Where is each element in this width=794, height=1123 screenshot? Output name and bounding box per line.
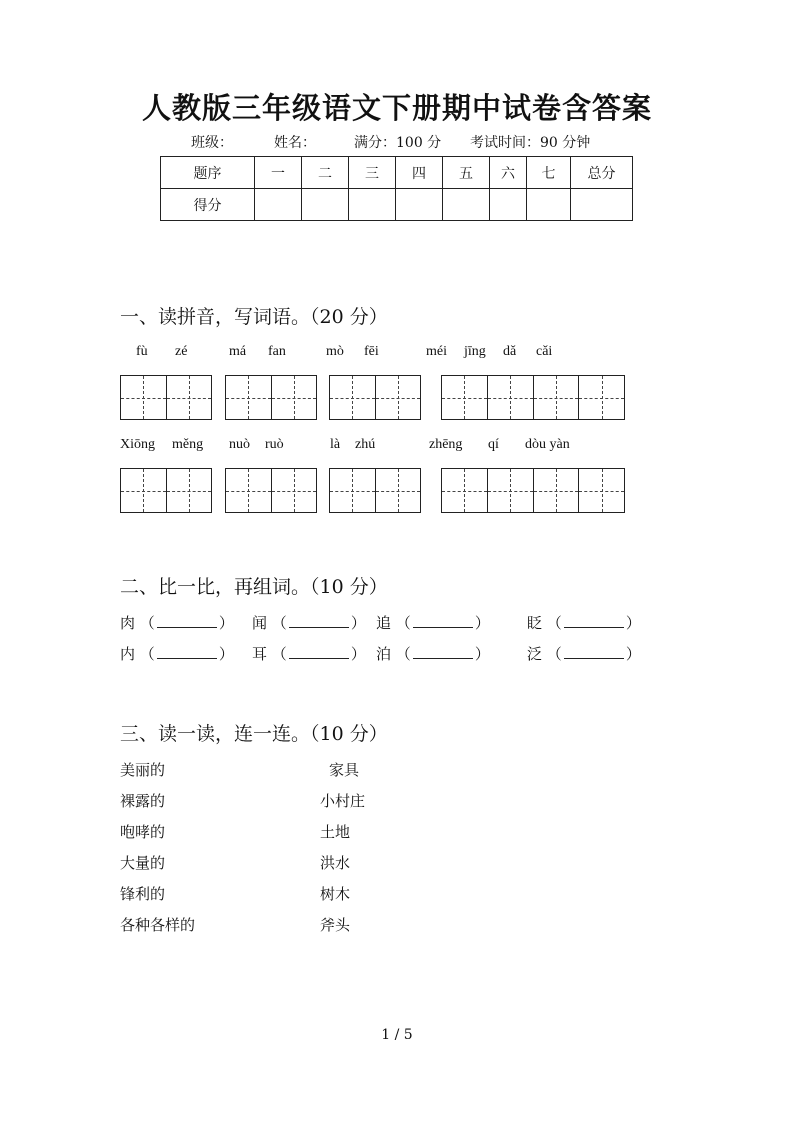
close-paren: ） xyxy=(350,614,366,632)
header-cell: 七 xyxy=(527,157,571,189)
open-paren: （ xyxy=(271,645,287,663)
header-cell: 题序 xyxy=(161,157,255,189)
pinyin: méi xyxy=(426,344,447,359)
writing-grid[interactable] xyxy=(441,468,625,513)
open-paren: （ xyxy=(139,614,155,632)
class-field: 班级： xyxy=(191,135,233,151)
page-title: 人教版三年级语文下册期中试卷含答案 xyxy=(141,91,652,125)
match-right-item[interactable]: 斧头 xyxy=(320,916,351,934)
score-cell[interactable] xyxy=(443,189,490,221)
close-paren: ） xyxy=(625,614,641,632)
pinyin: fēi xyxy=(364,344,379,359)
pinyin: fan xyxy=(268,344,286,359)
compare-char: 泊 xyxy=(376,645,392,663)
pinyin: zhú xyxy=(355,437,376,452)
pinyin: qí xyxy=(488,437,499,452)
match-right-item[interactable]: 家具 xyxy=(329,761,360,779)
header-cell: 总分 xyxy=(571,157,633,189)
compare-item xyxy=(120,643,234,664)
writing-grid[interactable] xyxy=(329,375,421,420)
answer-blank[interactable] xyxy=(413,644,473,659)
writing-grid[interactable] xyxy=(225,375,317,420)
compare-char: 耳 xyxy=(252,645,268,663)
match-right-item[interactable]: 洪水 xyxy=(320,854,351,872)
pinyin: má xyxy=(229,344,247,359)
pinyin: là xyxy=(330,437,341,452)
score-cell[interactable] xyxy=(396,189,443,221)
open-paren: （ xyxy=(395,614,411,632)
score-cell[interactable] xyxy=(349,189,396,221)
match-left-item[interactable]: 美丽的 xyxy=(120,761,166,779)
close-paren: ） xyxy=(474,614,490,632)
answer-blank[interactable] xyxy=(289,644,349,659)
pinyin: cǎi xyxy=(536,344,553,359)
answer-blank[interactable] xyxy=(564,613,624,628)
match-left-item[interactable]: 大量的 xyxy=(120,854,166,872)
row-label: 得分 xyxy=(161,189,255,221)
compare-item xyxy=(527,643,641,664)
compare-char: 肉 xyxy=(120,614,136,632)
compare-char: 内 xyxy=(120,645,136,663)
score-cell[interactable] xyxy=(302,189,349,221)
pinyin: měng xyxy=(172,437,204,452)
compare-char: 闻 xyxy=(252,614,268,632)
pinyin: nuò xyxy=(229,437,250,452)
compare-item xyxy=(252,643,366,664)
pinyin: zhēng xyxy=(429,437,463,452)
compare-item xyxy=(527,612,641,633)
score-cell[interactable] xyxy=(490,189,527,221)
writing-grid[interactable] xyxy=(329,468,421,513)
answer-blank[interactable] xyxy=(413,613,473,628)
score-table-header-row xyxy=(161,157,633,189)
answer-blank[interactable] xyxy=(289,613,349,628)
pinyin: fù xyxy=(136,344,148,359)
answer-blank[interactable] xyxy=(157,613,217,628)
close-paren: ） xyxy=(350,645,366,663)
pinyin: dòu yàn xyxy=(525,437,570,452)
match-right-item[interactable]: 土地 xyxy=(320,823,351,841)
pinyin: jīng xyxy=(464,344,486,359)
close-paren: ） xyxy=(218,614,234,632)
compare-char: 泛 xyxy=(527,645,543,663)
header-cell: 三 xyxy=(349,157,396,189)
match-right-item[interactable]: 小村庄 xyxy=(320,792,366,810)
answer-blank[interactable] xyxy=(157,644,217,659)
header-cell: 四 xyxy=(396,157,443,189)
open-paren: （ xyxy=(546,614,562,632)
close-paren: ） xyxy=(474,645,490,663)
compare-item xyxy=(252,612,366,633)
writing-grid[interactable] xyxy=(120,468,212,513)
pinyin: mò xyxy=(326,344,344,359)
close-paren: ） xyxy=(218,645,234,663)
open-paren: （ xyxy=(139,645,155,663)
pinyin: Xiōng xyxy=(120,437,155,452)
header-cell: 二 xyxy=(302,157,349,189)
header-cell: 一 xyxy=(255,157,302,189)
score-cell[interactable] xyxy=(571,189,633,221)
compare-item xyxy=(376,643,490,664)
header-cell: 六 xyxy=(490,157,527,189)
match-left-item[interactable]: 锋利的 xyxy=(120,885,166,903)
compare-item xyxy=(120,612,234,633)
score-cell[interactable] xyxy=(527,189,571,221)
header-cell: 五 xyxy=(443,157,490,189)
pinyin: zé xyxy=(175,344,188,359)
exam-time: 考试时间：90 分钟 xyxy=(470,135,591,151)
open-paren: （ xyxy=(395,645,411,663)
close-paren: ） xyxy=(625,645,641,663)
answer-blank[interactable] xyxy=(564,644,624,659)
match-right-item[interactable]: 树木 xyxy=(320,885,351,903)
score-table xyxy=(160,156,633,221)
compare-item xyxy=(376,612,490,633)
compare-char: 眨 xyxy=(527,614,543,632)
pinyin: dǎ xyxy=(503,344,517,359)
writing-grid[interactable] xyxy=(225,468,317,513)
writing-grid[interactable] xyxy=(120,375,212,420)
open-paren: （ xyxy=(546,645,562,663)
section3-heading: 三、读一读，连一连。（10 分） xyxy=(120,723,388,745)
pinyin: ruò xyxy=(265,437,284,452)
match-left-item[interactable]: 裸露的 xyxy=(120,792,166,810)
score-table-score-row xyxy=(161,189,633,221)
match-left-item[interactable]: 各种各样的 xyxy=(120,916,196,934)
score-cell[interactable] xyxy=(255,189,302,221)
full-score: 满分：100 分 xyxy=(354,135,442,151)
section1-heading: 一、读拼音，写词语。（20 分） xyxy=(120,306,388,328)
section2-heading: 二、比一比，再组词。（10 分） xyxy=(120,576,388,598)
writing-grid[interactable] xyxy=(441,375,625,420)
open-paren: （ xyxy=(271,614,287,632)
page-number: 1 / 5 xyxy=(381,1027,413,1043)
match-left-item[interactable]: 咆哮的 xyxy=(120,823,166,841)
name-field: 姓名： xyxy=(274,135,316,151)
compare-char: 追 xyxy=(376,614,392,632)
